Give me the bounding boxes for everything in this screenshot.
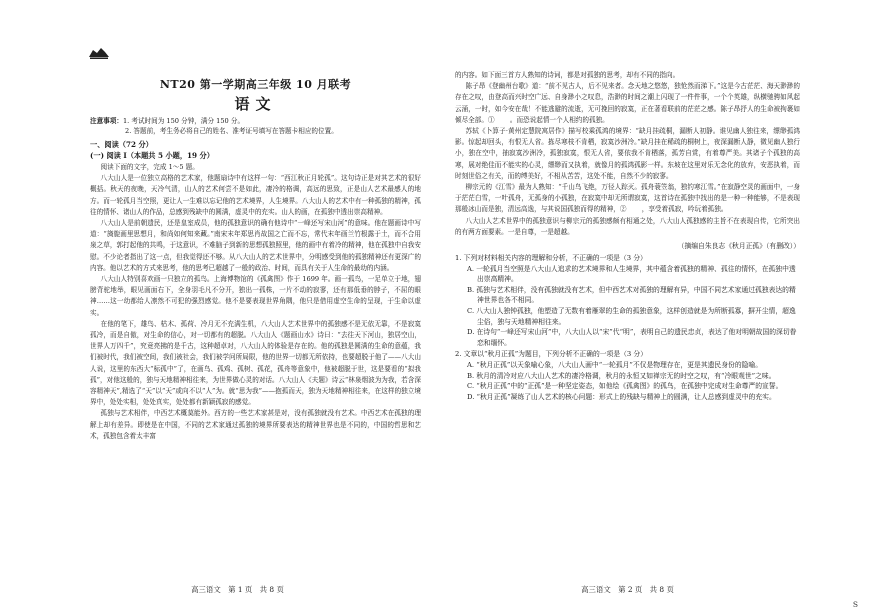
section-heading: 一、阅读（72 分） [90, 140, 153, 149]
question-option: C. 八大山人独钟孤独，他塑造了无数有着雁翠的生命的孤独意象，这样创造就是为所断孤寡，摒开尘情，超逸尘俗，独与天地精神相往来。 [467, 307, 796, 326]
question-option: B. 孤独与艺术相伴，没有孤独就没有艺术，但中西艺术对孤独的理解有异，中国不同艺术家通过孤独表达的精神世界也各不相同。 [467, 285, 796, 305]
question-option: D. 在诗句“一峰还写宋山河”中，八大山人以“宋”代“明”，表明自己的遗民忠贞，表达了他对明朝故国的深切眷恋和缅怀。 [467, 328, 797, 347]
subsection-heading: (一) 阅读 I（本题共 5 小题，19 分） [90, 151, 214, 160]
notice-line-2 [90, 127, 421, 137]
page-footer: 高三语文 第 2 页 共 8 页 [581, 585, 674, 594]
body-paragraph: 八大山人特别喜欢画一只独立的孤鸟。上海博物馆的《孤禽图》作于 1699 年。画一孤鸟，一足单立于地，翅膀背驼地举，眼见画面右下，全身羽毛凡不分开，独出一孤株，一片不动的寂寥，还有那低垂的脖子，不屈的眼神……这一幼都给人凛然不可犯的强烈感觉。他不是要表现世界角隅，他只是借用虚空生命的呈现，于生命以虚实。 [90, 275, 421, 317]
question-option: A. “秋月正孤”以天象喻心象，八大山人画中“一轮孤月”不仅是物理存在，更是其遗民身份的隐喻。 [467, 360, 763, 369]
notice-item: 2. 答题前，考生务必将自己的姓名、准考证号填写在答题卡相应的位置。 [125, 126, 338, 135]
corner-mark: S [852, 600, 858, 609]
question-option: C. “秋月正孤”中的“正孤”是一种坚定姿态，如他绘《孤禽图》的孤鸟，在孤独中完成对生命尊严的宣誓。 [467, 382, 783, 391]
question-stem: 1. 下列对材料相关内容的理解和分析，不正确的一项是（3 分） [455, 254, 647, 263]
body-paragraph: 的内容。如下面三首方人熟知的诗词，都是对孤独的思考，却有不同的指向。 [455, 71, 680, 79]
exam-title: NT20 第一学期高三年级 10 月联考 [159, 78, 352, 91]
question-stem: 2. 文章以“秋月正孤”为题目，下列分析不正确的一项是（3 分） [455, 350, 648, 359]
body-paragraph: 八大山人是一位独立高格的艺术家，他题扇诗中有这样一句：“西江秋正月轮孤”。这句诗正是对其艺术的很好概括。秋天的夜晚，天冷气清，山人的艺术何尝不是如此，凄冷的格调，高远的思致，正是山人艺术最感人的地方。而一轮孤月当空照，更让人一生难以忘记他的艺术境界，人生境界。八大山人的艺术中有一种孤独的精神，孤往的情怀、诸山人的作品，总感到残缺中的圆满，虚灵中的充实。山人的画，在孤独中透出崇高精神。 [90, 174, 421, 216]
body-paragraph: 在他的笔下，雄鸟、枯木、孤荷、冷月无不充满生机，八大山人艺术世界中的孤独感不是无依无靠，不是寂寞孤冷，而是自傲，对生命的信心，对一切都有的超脱。八大山人《题画山水》诗曰：“去往天下河山，独居空山，世界人万四千”，究竟亮拂的是千古，这种超卓对，八大山人的体验是存在的。他的孤独是圆满的生命的意蕴，我们被时代，我们被空间，我们被社会，我们被学问所局限，他的世界一切都无所依持，也要超脱于他了——八大山人说，这里的东西大“标孤中”了，在画鸟、孤鸡、孤树、孤花，孤舟等意象中，他被超脱于世，这是要看的“拟我孤”，对他这般的，独与天地精神相往来，为世界做心灵的对话。八大山人《夫题》诗云“林泉烟波为为我，若含深容精神天”,精选了“天”以“天”或向不以“人”为。就“思为我”——抱孤而天，独为天地精神相往来，在这样的独立境界中，处处实相，处处真实，处处都有新颖孤寂的感觉。 [90, 319, 421, 407]
body-paragraph: 八大山人是前朝遗民，还是皇室成员，他的孤独意识的确有他诗中“一峰还写宋山河”的意味。他在题画诗中写道：“旖旎画里思想月，和尚如何知来藏。”南宋末年郑思肖故国之亡而不忘，常代末年画兰竹根露于土，而不合用泉之草，郭打起他的共鸣，于这意识，不难脑子到新的思想孤独照里，他的画中有着冷的精神，他在孤独中自我安慰。不少论者指出了这一点，但我觉得还不够。从八大山人的艺术世界中，分明感受到他的孤独精神还有更深广的内容。他以艺术的方式来思考，他的思考已超越了一般的政治、时间，而具有关于人生命的最幼的内涵。 [90, 219, 421, 272]
notice-line-1 [90, 117, 421, 127]
body-paragraph: 柳宗元的《江雪》最为人熟知：“千山鸟飞绝，万径人踪灭。孤舟蓑笠翁，独钓寒江雪。”在寂静空灵的画面中，一身于茫茫白雪，一叶孤舟，无孤身的小孤独，在寂寞中却无所谓寂寞，这首诗在孤独中找出的是一种一种能够，不是表现那般冰山而是独，清远高逸，与其说国孤独而得的精神，② ，享受着孤寂，吟玩着孤独。 [455, 183, 800, 214]
question-option: A. 一轮孤月当空照是八大山人追求的艺术境界和人生境界，其中蕴含着孤独的精神、孤往的情怀，在孤独中透出崇高精神。 [467, 264, 796, 284]
school-logo-icon [88, 46, 110, 60]
body-paragraph: 陈子昂《登幽州台歌》道：“前不见古人，后不见来者。念天地之悠悠，独怆然而涕下。”这是今古茫茫、海天渺渺的存在之叹，由登高而兴时空广远、自身渺小之叹息，浩渺的时间之潮上闪现了一件件事，一个个英雄，纵横驰骋如风起云涌，一时，如今安在哉！不能逃避的流逝，无可挽回的寂寞，正在著看联前的茫茫之感。陈子昂抒人的生命被拘裹如倾尽全部。① 。而恐说起情一个人相约的孤独。 [455, 82, 800, 124]
page-footer: 高三语文 第 1 页 共 8 页 [191, 585, 284, 594]
notice-item: 1. 考试时间为 150 分钟，满分 150 分。 [122, 117, 245, 125]
body-paragraph: 八大山人艺术世界中的孤独意识与柳宗元的孤独感颇有相通之处，八大山人孤独感的主旨不在表现自传，它所突出的有两方面要素。一是自尊，一是超越。 [455, 216, 800, 236]
notice-label: 注意事项： [90, 117, 123, 125]
body-paragraph: 苏轼《卜算子·黄州定慧院寓居作》描写校乘孤鸿的境界：“缺月挂疏桐，漏断人初静。谁见幽人独往来，缥缈孤鸿影。惊起却回头，有恨无人省。拣尽寒枝不肯栖，寂寞沙洲冷。”缺月挂在稀疏的桐树上，夜深漏断人静，微见幽人独行小，独在空中，抽寂寞沙洲冷，孤独寂寞，恨无人省，要依我不肯栖落，孤芳自赏，有着尊严美。其诸子个孤独的高寒，展对绝佳而不能实的心灵，缥缈而又执着，就像月的孤鸿孤影一样。东坡在这里对乐无念化的放弃，安恶执着，而时刻世俗之有关，而的缚美好，不相从苦苦，这处不能，自然不少的寂寥。 [455, 127, 800, 180]
instruction-text: 阅读下面的文字，完成 1～5 题。 [100, 163, 199, 171]
page-right [435, 0, 870, 615]
source-caption: （摘编自朱良志《秋月正孤》（有删改）） [677, 242, 800, 251]
question-option: D. “秋月正孤”凝练了山人艺术的核心问题：形式上的残缺与精神上的圆满，让人总感到虚灵中的充实。 [467, 392, 776, 401]
question-option: B. 秋月的清冷对应八大山人艺术的凄冷格调，秋月的永恒又如禅宗无的时空之叹，有“冷眼观世”之味。 [467, 371, 776, 380]
body-paragraph: 孤独与艺术相伴，中西艺术概莫能外。西方的一些艺术家甚是对，没有孤独就没有艺术。中西艺术在孤独的理解上却有差异。即使是在中国，不同的艺术家通过孤独的境界所要表达的精神世界也是不同的，中国的哲思和艺术，孤独包含着太丰富 [90, 409, 421, 440]
subject-title: 语文 [234, 95, 277, 113]
